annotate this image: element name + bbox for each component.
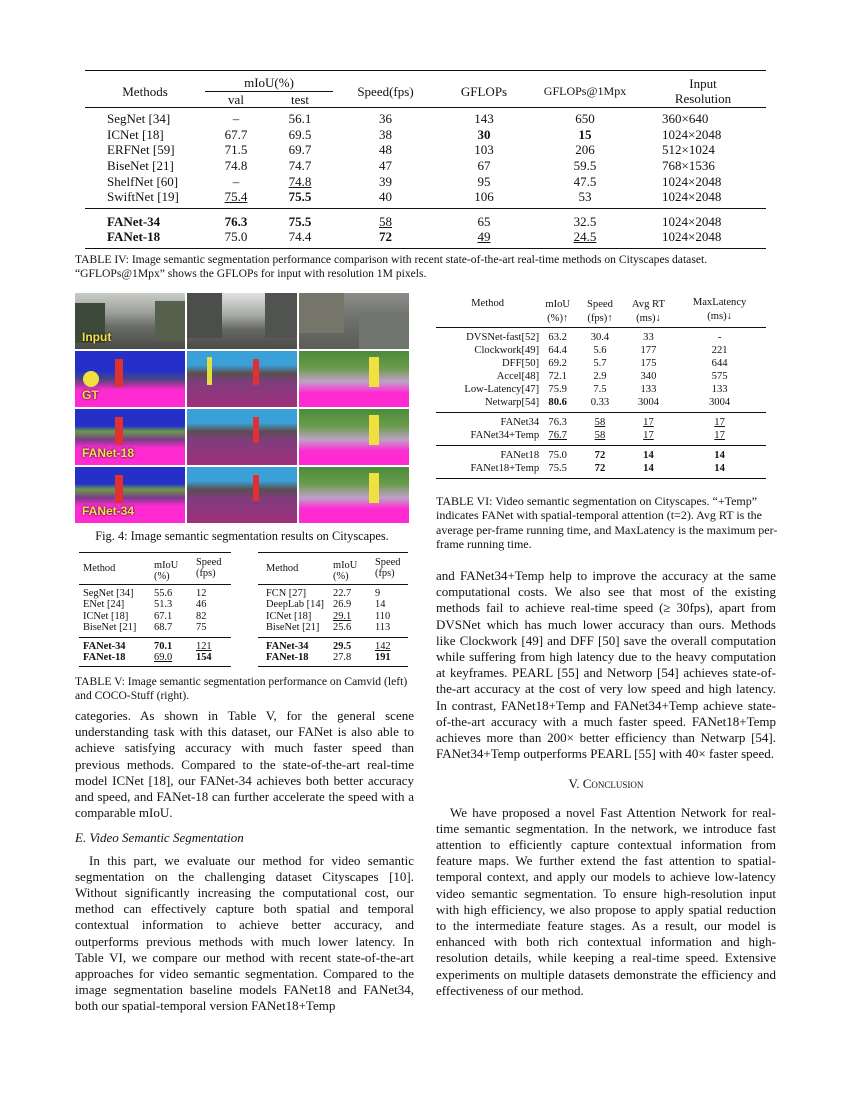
cell-max-latency: 14 [714, 463, 725, 474]
cell-method: FANet-18 [83, 652, 126, 664]
t5r-header-miou: mIoU (%) [333, 559, 358, 582]
t6-header-speed: Speed (fps)↑ [587, 298, 613, 324]
cell-speed: 121 [196, 640, 212, 652]
t5r-body [258, 585, 408, 638]
table-header-speed: Speed(fps) [357, 83, 414, 99]
input-image-3 [299, 293, 409, 349]
t5l-header-method: Method [83, 562, 116, 574]
cell-test: 56.1 [288, 111, 312, 127]
table-row [79, 637, 231, 652]
cell-miou: 80.6 [548, 397, 567, 408]
cell-avg-rt: 133 [640, 384, 657, 395]
cell-miou: 75.5 [548, 463, 567, 474]
table-header-gflops: GFLOPs [460, 83, 508, 99]
t6-header-miou: mIoU (%)↑ [545, 298, 571, 324]
table-header-gflops-1mpx: GFLOPs@1Mpx [543, 83, 627, 98]
paragraph-video-results: and FANet34+Temp help to improve the accuracy at the same computational costs. We also see that most of the existing methods fail to achieve real-time speed (≥ 30fps), apart from DVSNet which has much lower accuracy than ours. Methods like Clockwork [49] and DFF [50] save the overall computation while suffering from high latency due to the heavy computation at keyframes. PEARL [55] and Networp [54] achieves state-of-the-art accuracy at the cost of very low speed and high latency. In contrast, FANet18+Temp and FANet34+Temp achieve state-of-the-art accuracy with a much faster speed. FANet18+Temp achieves more than 200× better efficiency than Netwarp [54]. FANet34+Temp outperforms PEARL [55] with 40× faster speed. [436, 568, 776, 762]
cell-speed: 40 [379, 189, 392, 205]
cell-test: 69.5 [288, 126, 312, 142]
cell-max-latency: 17 [714, 417, 725, 428]
table-row [79, 652, 231, 667]
table-row [436, 383, 766, 396]
cell-test: 74.7 [288, 157, 312, 173]
label-input: Input [82, 330, 112, 344]
cell-val: 67.7 [224, 126, 248, 142]
t5r-header-speed: Speed (fps) [375, 557, 401, 579]
table-v-coco-stuff [258, 552, 408, 667]
t5r-header-method: Method [266, 562, 299, 574]
table-iv [85, 70, 766, 249]
cell-speed: 0.33 [590, 397, 610, 408]
t6-header-avg-rt: Avg RT (ms)↓ [631, 298, 665, 324]
table-row [85, 158, 766, 174]
cell-speed: 9 [375, 588, 381, 599]
table-header-test: test [290, 91, 310, 107]
label-fanet-18: FANet-18 [82, 446, 135, 460]
cell-gflops-1mpx: 650 [575, 111, 595, 127]
cell-miou: 69.2 [548, 358, 567, 369]
table-row [258, 611, 408, 622]
cell-gflops-1mpx: 206 [575, 142, 595, 158]
cell-speed: 47 [379, 157, 392, 173]
table-row [85, 208, 766, 229]
table-header-methods: Methods [122, 83, 168, 99]
cell-speed: 12 [196, 588, 207, 599]
table-iv-caption: TABLE IV: Image semantic segmentation performance comparison with recent state-of-the-art real-time methods on Cityscapes dataset. “GFLOPs@1Mpx” shows the GFLOPs for input with resolution 1M pixels. [75, 253, 708, 280]
fanet18-mask-3 [299, 409, 409, 465]
cell-method: FANet18 [500, 450, 540, 461]
section-heading-conclusion: V. Conclusion [568, 776, 644, 792]
cell-speed: 36 [379, 111, 392, 127]
cell-gflops: 65 [477, 213, 491, 229]
table-header-miou: mIoU(%) [205, 71, 333, 92]
cell-miou: 26.9 [333, 599, 352, 611]
t5l-body [79, 585, 231, 638]
t5r-ours [258, 637, 408, 667]
t6-group-baselines [436, 328, 766, 413]
cell-speed: 39 [379, 173, 392, 189]
cell-gflops: 143 [474, 111, 494, 127]
table-vi-caption: TABLE VI: Video semantic segmentation on Cityscapes. “+Temp” indicates FANet with spatial-temporal attention (t=2). Avg RT is the average per-frame running time, and MaxLatency is the maximum per-frame running time. [436, 494, 778, 552]
table-row [85, 127, 766, 143]
cell-max-latency: 133 [711, 384, 728, 395]
cell-miou: 64.4 [548, 345, 567, 356]
cell-method: ERFNet [59] [107, 142, 175, 158]
paragraph-conclusion: We have proposed a novel Fast Attention Network for real-time semantic segmentation. In the network, we introduce fast attention to efficiently capture contextual information from feature maps. We further extend the fast attention to spatial-temporal context, and apply our models to achieve low-latency video semantic segmentation. To ensure high-resolution input with high efficiency, we also propose to apply spatial reduction to the intermediate feature stages. As a result, our model is enhanced with both rich contextual information and high-resolution details, while keeping a real-time speed. Extensive experiments on multiple datasets demonstrate the efficiency and effectiveness of our method. [436, 804, 776, 998]
cell-max-latency: 575 [711, 371, 728, 382]
table-row [436, 357, 766, 370]
table-row [85, 108, 766, 127]
gt-mask-1 [75, 351, 185, 407]
table-header-input-resolution: Input Resolution [674, 76, 732, 107]
cell-gflops: 49 [477, 229, 491, 245]
t6-header-max-latency: MaxLatency (ms)↓ [692, 297, 747, 322]
table-vi [436, 296, 766, 479]
fanet34-mask-2 [187, 467, 297, 523]
cell-max-latency: - [717, 332, 722, 343]
cell-test: 69.7 [288, 142, 312, 158]
cell-gflops-1mpx: 47.5 [573, 173, 597, 189]
table-v-caption: TABLE V: Image semantic segmentation performance on Camvid (left) and COCO-Stuff (right). [75, 675, 408, 702]
table-row [436, 462, 766, 479]
cell-speed: 191 [375, 652, 391, 664]
t6-header-method: Method [471, 298, 505, 309]
left-column-text [75, 708, 414, 1015]
table-row [258, 652, 408, 667]
cell-method: Netwarp[54] [485, 397, 540, 408]
cell-gflops: 106 [474, 189, 494, 205]
cell-method: FANet34 [500, 417, 540, 428]
label-gt: GT [82, 388, 99, 402]
cell-resolution: 512×1024 [662, 142, 715, 158]
section-heading-video: E. Video Semantic Segmentation [75, 830, 244, 846]
table-row [258, 599, 408, 610]
cell-speed: 5.6 [593, 345, 607, 356]
table-row [436, 344, 766, 357]
cell-method: BiseNet [21] [266, 622, 320, 634]
cell-miou: 69.0 [154, 652, 173, 664]
cell-miou: 55.6 [154, 588, 173, 599]
cell-method: ICNet [18] [266, 610, 312, 622]
cell-miou: 29.5 [333, 640, 352, 652]
cell-speed: 72 [594, 463, 606, 474]
cell-avg-rt: 14 [643, 463, 654, 474]
cell-method: ICNet [18] [107, 126, 164, 142]
cell-test: 75.5 [288, 213, 312, 229]
cell-avg-rt: 17 [643, 417, 654, 428]
cell-avg-rt: 3004 [637, 397, 660, 408]
cell-max-latency: 3004 [709, 397, 731, 408]
fanet34-mask-3 [299, 467, 409, 523]
table-row [436, 370, 766, 383]
figure-4-caption: Fig. 4: Image semantic segmentation results on Cityscapes. [95, 529, 389, 543]
cell-gflops: 30 [477, 126, 491, 142]
t5l-ours [79, 637, 231, 667]
t6-group-fanet18 [436, 446, 766, 479]
cell-avg-rt: 33 [643, 332, 654, 343]
table-row [79, 585, 231, 600]
t5l-header-speed: Speed (fps) [196, 557, 222, 579]
cell-gflops-1mpx: 32.5 [573, 213, 597, 229]
cell-miou: 75.0 [548, 450, 567, 461]
cell-speed: 30.4 [590, 332, 610, 343]
cell-method: BiseNet [21] [107, 157, 174, 173]
cell-speed: 58 [379, 213, 392, 229]
cell-val: – [232, 173, 240, 189]
cell-resolution: 1024×2048 [662, 126, 722, 142]
cell-resolution: 1024×2048 [662, 213, 722, 229]
cell-miou: 67.1 [154, 610, 173, 622]
cell-method: FANet-18 [107, 229, 161, 245]
cell-val: 76.3 [224, 213, 248, 229]
cell-avg-rt: 14 [643, 450, 654, 461]
table-iv-body [85, 108, 766, 209]
cell-method: FANet-34 [83, 640, 126, 652]
fanet18-mask-2 [187, 409, 297, 465]
table-row [436, 396, 766, 413]
cell-method: Accel[48] [496, 371, 540, 382]
cell-gflops: 67 [477, 157, 491, 173]
cell-speed: 113 [375, 622, 391, 634]
cell-avg-rt: 17 [643, 430, 654, 441]
figure-4-grid [75, 293, 409, 524]
table-row [85, 142, 766, 158]
cell-max-latency: 14 [714, 450, 725, 461]
cell-method: SegNet [34] [83, 588, 134, 599]
table-row [79, 599, 231, 610]
cell-speed: 5.7 [593, 358, 607, 369]
cell-miou: 68.7 [154, 622, 173, 634]
cell-speed: 72 [379, 229, 392, 245]
cell-method: Clockwork[49] [474, 345, 540, 356]
cell-miou: 76.3 [548, 417, 567, 428]
t5l-header-miou: mIoU (%) [154, 559, 179, 582]
cell-miou: 70.1 [154, 640, 173, 652]
cell-speed: 2.9 [593, 371, 607, 382]
cell-method: FCN [27] [266, 588, 307, 599]
cell-method: FANet-34 [266, 640, 309, 652]
cell-val: 71.5 [224, 142, 248, 158]
cell-method: SegNet [34] [107, 111, 171, 127]
cell-speed: 48 [379, 142, 392, 158]
cell-val: 74.8 [224, 157, 248, 173]
input-image-2 [187, 293, 297, 349]
table-row [258, 622, 408, 637]
cell-avg-rt: 340 [640, 371, 657, 382]
cell-test: 75.5 [288, 189, 312, 205]
cell-gflops-1mpx: 53 [578, 189, 592, 205]
gt-mask-3 [299, 351, 409, 407]
cell-miou: 63.2 [548, 332, 567, 343]
cell-miou: 25.6 [333, 622, 352, 634]
table-iv-ours [85, 208, 766, 248]
cell-speed: 14 [375, 599, 386, 611]
cell-resolution: 1024×2048 [662, 229, 722, 245]
cell-resolution: 1024×2048 [662, 173, 722, 189]
cell-method: SwiftNet [19] [107, 189, 179, 205]
cell-method: DeepLab [14] [266, 599, 324, 611]
fanet18-mask-1 [75, 409, 185, 465]
table-row [258, 637, 408, 652]
table-row [79, 611, 231, 622]
cell-gflops-1mpx: 24.5 [573, 229, 597, 245]
cell-method: ShelfNet [60] [107, 173, 179, 189]
paragraph-camvid-discussion: categories. As shown in Table V, for the general scene understanding task with this dataset, our FANet is also able to achieve satisfying accuracy with much faster speed than previous methods. Compared to the state-of-the-art real-time model ICNet [18], our FANet-34 achieves both better accuracy and speed, and FANet-18 can further accelerate the speed with a comparable mIoU. [75, 708, 414, 821]
table-row [85, 189, 766, 208]
cell-max-latency: 17 [714, 430, 725, 441]
label-fanet-34: FANet-34 [82, 504, 135, 518]
cell-val: 75.4 [224, 189, 248, 205]
cell-max-latency: 644 [711, 358, 728, 369]
cell-speed: 154 [196, 652, 212, 664]
cell-avg-rt: 175 [640, 358, 657, 369]
cell-miou: 29.1 [333, 610, 352, 622]
cell-gflops: 95 [477, 173, 491, 189]
cell-miou: 22.7 [333, 588, 352, 599]
table-header-val: val [228, 91, 244, 107]
cell-val: – [232, 111, 240, 127]
cell-method: Low-Latency[47] [464, 384, 540, 395]
cell-speed: 110 [375, 610, 391, 622]
cell-method: ICNet [18] [83, 610, 129, 622]
input-image-1 [75, 293, 185, 349]
fanet34-mask-1 [75, 467, 185, 523]
table-row [85, 229, 766, 248]
paragraph-video-segmentation: In this part, we evaluate our method for video semantic segmentation on the challenging dataset Cityscapes [10]. Without significantly increasing the computational cost, our method can effectively capture both spatial and temporal contextual information to achieve better accuracy, and outperforms previous methods with much lower latency. In Table VI, we compare our method with recent state-of-the-art approaches for video semantic segmentation. Compared to the image segmentation baseline models FANet18 and FANet34, both our spatial-temporal version FANet18+Temp [75, 852, 414, 1014]
cell-method: FANet-18 [266, 652, 309, 664]
cell-method: BiseNet [21] [83, 622, 137, 634]
cell-method: FANet-34 [107, 213, 161, 229]
cell-method: FANet18+Temp [470, 463, 540, 474]
cell-miou: 75.9 [548, 384, 567, 395]
cell-speed: 72 [594, 450, 606, 461]
cell-method: FANet34+Temp [470, 430, 540, 441]
cell-gflops-1mpx: 59.5 [573, 157, 597, 173]
table-row [436, 446, 766, 463]
cell-gflops: 103 [474, 142, 494, 158]
cell-miou: 51.3 [154, 599, 173, 611]
cell-avg-rt: 177 [640, 345, 657, 356]
cell-speed: 38 [379, 126, 392, 142]
cell-speed: 142 [375, 640, 391, 652]
table-row [258, 585, 408, 600]
cell-miou: 72.1 [548, 371, 567, 382]
cell-miou: 27.8 [333, 652, 352, 664]
cell-method: ENet [24] [83, 599, 125, 611]
cell-miou: 76.7 [548, 430, 567, 441]
cell-speed: 82 [196, 610, 207, 622]
cell-speed: 7.5 [593, 384, 607, 395]
table-row [85, 174, 766, 190]
cell-test: 74.8 [288, 173, 312, 189]
table-v-camvid [79, 552, 231, 667]
cell-speed: 46 [196, 599, 207, 611]
table-row [436, 413, 766, 430]
cell-gflops-1mpx: 15 [578, 126, 592, 142]
gt-mask-2 [187, 351, 297, 407]
cell-test: 74.4 [288, 229, 312, 245]
table-row [436, 429, 766, 446]
cell-max-latency: 221 [711, 345, 728, 356]
cell-method: DVSNet-fast[52] [466, 332, 540, 343]
cell-speed: 58 [594, 430, 606, 441]
cell-resolution: 1024×2048 [662, 189, 722, 205]
cell-speed: 75 [196, 622, 207, 634]
cell-method: DFF[50] [502, 358, 540, 369]
cell-resolution: 768×1536 [662, 157, 715, 173]
table-row [436, 328, 766, 345]
cell-resolution: 360×640 [662, 111, 709, 127]
cell-speed: 58 [594, 417, 606, 428]
cell-val: 75.0 [224, 229, 248, 245]
right-column-text [436, 568, 776, 999]
table-row [79, 622, 231, 637]
t6-group-fanet34 [436, 413, 766, 446]
